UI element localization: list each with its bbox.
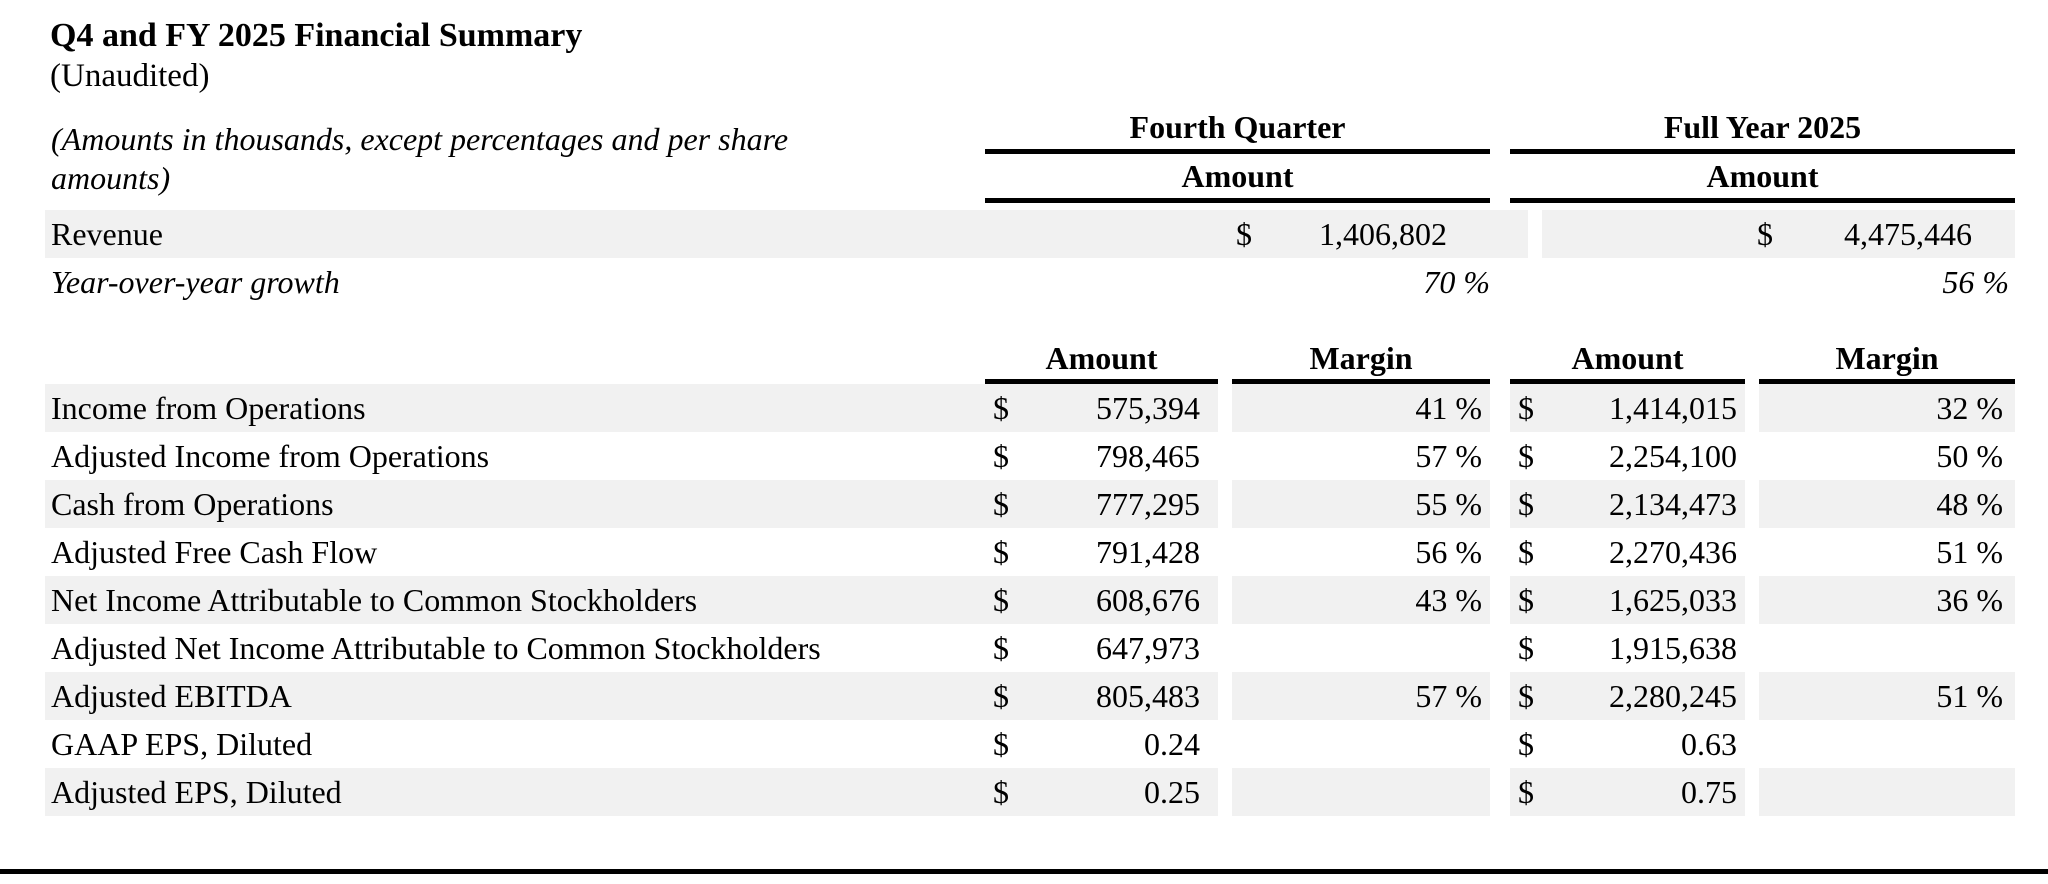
- currency-symbol: $: [993, 437, 1009, 474]
- table-row: [45, 480, 2015, 528]
- q4-amount-value: 805,483: [1096, 677, 1200, 714]
- table-header-band: [45, 106, 2015, 203]
- group-gap: [1490, 432, 1510, 480]
- q4-margin-value: 41 %: [1232, 384, 1490, 432]
- currency-symbol: $: [1518, 581, 1534, 618]
- q4-margin-value: 43 %: [1232, 576, 1490, 624]
- page-title: Q4 and FY 2025 Financial Summary: [50, 17, 583, 54]
- fy-margin-value: 51 %: [1759, 672, 2015, 720]
- fy-margin-value: 48 %: [1759, 480, 2015, 528]
- currency-symbol: $: [1757, 215, 1773, 252]
- q4-amount-value: 798,465: [1096, 437, 1200, 474]
- fy-amount-value: 1,915,638: [1609, 629, 1737, 666]
- q4-amount-value: 777,295: [1096, 485, 1200, 522]
- q4-amount-cell: [985, 768, 1218, 816]
- fy-amount-value: 2,254,100: [1609, 437, 1737, 474]
- fy-amount-cell: [1510, 768, 1745, 816]
- q4-amount-cell: [985, 480, 1218, 528]
- column-gap: [1528, 210, 1542, 258]
- fy-amount-value: 2,280,245: [1609, 677, 1737, 714]
- group-gap: [1490, 106, 1510, 203]
- column-gap: [1218, 480, 1232, 528]
- currency-symbol: $: [1518, 533, 1534, 570]
- q4-amount-value: 575,394: [1096, 389, 1200, 426]
- group-gap: [1490, 720, 1510, 768]
- currency-symbol: $: [993, 581, 1009, 618]
- section-gap: [0, 306, 2048, 339]
- group-gap: [1490, 624, 1510, 672]
- group-gap: [1490, 480, 1510, 528]
- group-gap: [1490, 672, 1510, 720]
- fy-amount-header: Amount: [1510, 154, 2015, 203]
- currency-symbol: $: [993, 629, 1009, 666]
- fy-margin-value: 32 %: [1759, 384, 2015, 432]
- fy-amount-value: 1,625,033: [1609, 581, 1737, 618]
- row-label: Adjusted Free Cash Flow: [51, 533, 378, 570]
- fy-amount-cell: [1510, 528, 1745, 576]
- fy-revenue-value: 4,475,446: [1844, 215, 1972, 252]
- q4-margin-value: 57 %: [1415, 437, 1482, 474]
- row-label: Income from Operations: [45, 384, 985, 432]
- row-label: Adjusted Income from Operations: [51, 437, 490, 474]
- column-gap: [1218, 672, 1232, 720]
- fy-amount-value: 1,414,015: [1609, 389, 1737, 426]
- q4-margin-column-header: Margin: [1232, 339, 1490, 384]
- group-gap: [1490, 576, 1510, 624]
- fy-amount-cell: [1510, 576, 1745, 624]
- column-gap: [1745, 720, 1759, 768]
- fy-margin-value: [1759, 624, 2015, 672]
- q4-amount-column-header: Amount: [985, 339, 1218, 384]
- fy-amount-cell: [1510, 432, 1745, 480]
- q4-amount-value: 647,973: [1096, 629, 1200, 666]
- currency-symbol: $: [1518, 485, 1534, 522]
- column-gap: [1218, 768, 1232, 816]
- currency-symbol: $: [1518, 629, 1534, 666]
- currency-symbol: $: [1518, 389, 1534, 426]
- fy-group-title: Full Year 2025: [1510, 106, 2015, 154]
- fy-amount-cell: [1510, 672, 1745, 720]
- row-label: Year-over-year growth: [51, 263, 340, 300]
- fy-margin-column-header: Margin: [1759, 339, 2015, 384]
- table-row: [45, 768, 2015, 816]
- q4-margin-value: [1232, 768, 1490, 816]
- currency-symbol: $: [993, 389, 1009, 426]
- q4-amount-value: 791,428: [1096, 533, 1200, 570]
- fy-revenue-cell: [1542, 210, 2015, 258]
- currency-symbol: $: [1518, 725, 1534, 762]
- fy-amount-cell: [1510, 480, 1745, 528]
- q4-margin-value: 57 %: [1232, 672, 1490, 720]
- currency-symbol: $: [993, 677, 1009, 714]
- currency-symbol: $: [1518, 437, 1534, 474]
- fy-margin-value: 50 %: [1936, 437, 2003, 474]
- column-gap: [1745, 576, 1759, 624]
- column-gap: [1745, 528, 1759, 576]
- fy-amount-value: 0.75: [1681, 773, 1737, 810]
- group-gap: [1490, 768, 1510, 816]
- column-gap: [1745, 672, 1759, 720]
- fy-margin-value: 36 %: [1759, 576, 2015, 624]
- q4-revenue-value: 1,406,802: [1319, 215, 1447, 252]
- q4-amount-cell: [985, 720, 1218, 768]
- column-gap: [1218, 384, 1232, 432]
- q4-amount-value: 608,676: [1096, 581, 1200, 618]
- q4-column-group-header: [985, 106, 1490, 203]
- q4-amount-header: Amount: [985, 154, 1490, 203]
- column-gap: [1745, 384, 1759, 432]
- table-row: [45, 672, 2015, 720]
- fy-amount-cell: [1510, 720, 1745, 768]
- group-gap: [1490, 384, 1510, 432]
- row-label: Net Income Attributable to Common Stockholders: [45, 576, 985, 624]
- q4-margin-value: 56 %: [1415, 533, 1482, 570]
- q4-margin-value: [1232, 720, 1490, 768]
- fy-margin-value: [1759, 720, 2015, 768]
- fy-amount-column-header: Amount: [1510, 339, 1745, 384]
- column-gap: [1745, 339, 1759, 384]
- group-gap: [1490, 528, 1510, 576]
- q4-revenue-cell: [985, 210, 1528, 258]
- column-gap: [1745, 432, 1759, 480]
- column-gap: [1745, 624, 1759, 672]
- currency-symbol: $: [993, 773, 1009, 810]
- fy-amount-cell: [1510, 384, 1745, 432]
- fy-margin-value: 51 %: [1936, 533, 2003, 570]
- metrics-column-header-row: [45, 339, 2015, 384]
- row-label: Adjusted EBITDA: [45, 672, 985, 720]
- table-row: [45, 432, 2015, 480]
- currency-symbol: $: [993, 485, 1009, 522]
- currency-symbol: $: [993, 725, 1009, 762]
- currency-symbol: $: [1518, 677, 1534, 714]
- row-label: GAAP EPS, Diluted: [51, 725, 313, 762]
- row-label: Cash from Operations: [45, 480, 985, 528]
- table-row: [45, 624, 2015, 672]
- row-label: Adjusted EPS, Diluted: [45, 768, 985, 816]
- q4-margin-value: [1232, 624, 1490, 672]
- amounts-note: [45, 106, 985, 203]
- fy-amount-value: 2,270,436: [1609, 533, 1737, 570]
- column-gap: [1745, 480, 1759, 528]
- amounts-note-line1: (Amounts in thousands, except percentages and per share: [51, 121, 789, 157]
- q4-amount-value: 0.24: [1144, 725, 1200, 762]
- group-gap: [1490, 339, 1510, 384]
- q4-amount-cell: [985, 528, 1218, 576]
- column-gap: [1218, 624, 1232, 672]
- fy-amount-value: 0.63: [1681, 725, 1737, 762]
- column-gap: [1218, 339, 1232, 384]
- row-label: Revenue: [45, 210, 985, 258]
- fy-column-group-header: [1510, 106, 2015, 203]
- column-gap: [1528, 258, 1542, 306]
- fy-growth-value: 56 %: [1942, 263, 2009, 300]
- table-row-revenue: [45, 210, 2015, 258]
- q4-amount-cell: [985, 624, 1218, 672]
- row-label: Adjusted Net Income Attributable to Common Stockholders: [51, 629, 821, 666]
- table-row-growth: [45, 258, 2015, 306]
- q4-group-title: Fourth Quarter: [985, 106, 1490, 154]
- column-gap: [1218, 528, 1232, 576]
- q4-amount-cell: [985, 432, 1218, 480]
- fy-margin-value: [1759, 768, 2015, 816]
- table-row: [45, 720, 2015, 768]
- table-row: [45, 576, 2015, 624]
- q4-growth-value: 70 %: [1423, 263, 1490, 300]
- column-gap: [1745, 768, 1759, 816]
- fy-amount-cell: [1510, 624, 1745, 672]
- q4-margin-value: 55 %: [1232, 480, 1490, 528]
- fy-amount-value: 2,134,473: [1609, 485, 1737, 522]
- q4-amount-value: 0.25: [1144, 773, 1200, 810]
- table-row: [45, 384, 2015, 432]
- currency-symbol: $: [1518, 773, 1534, 810]
- bottom-rule: [0, 869, 2048, 874]
- header-spacer: [45, 339, 985, 384]
- q4-amount-cell: [985, 672, 1218, 720]
- currency-symbol: $: [993, 533, 1009, 570]
- column-gap: [1218, 432, 1232, 480]
- page-subtitle: (Unaudited): [50, 58, 210, 94]
- currency-symbol: $: [1236, 215, 1252, 252]
- q4-amount-cell: [985, 384, 1218, 432]
- column-gap: [1218, 576, 1232, 624]
- table-row: [45, 528, 2015, 576]
- q4-amount-cell: [985, 576, 1218, 624]
- amounts-note-line2: amounts): [51, 160, 171, 196]
- column-gap: [1218, 720, 1232, 768]
